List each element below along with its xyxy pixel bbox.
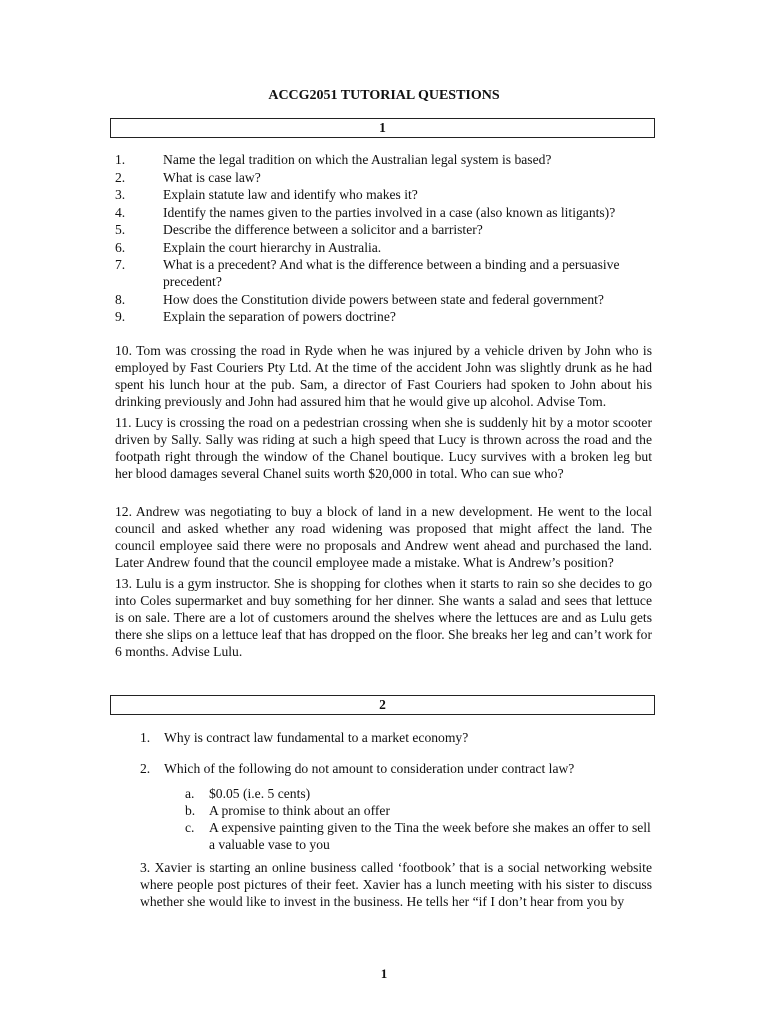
item-number: 2. [115,169,126,185]
item-text: A promise to think about an offer [209,803,390,818]
item-number: 4. [115,204,126,220]
question-11-paragraph: 11. Lucy is crossing the road on a pedestrian crossing when she is suddenly hit by a motor scooter driven by Sally. Sally was riding at such a high speed that Lucy is thrown across the road and the footpath right through the window of the Chanel boutique. Lucy survives with a broken leg but her blood damages several Chanel suits worth $20,000 in total. Who can sue who? [115,415,652,481]
section-1-heading: 1 [110,118,655,138]
item-number: 8. [115,291,126,307]
list-item [115,291,655,308]
item-text: A expensive painting given to the Tina the week before she makes an offer to sell a valuable vase to you [209,820,651,852]
item-number: 2. [140,761,151,776]
question-13-paragraph: 13. Lulu is a gym instructor. She is shopping for clothes when it starts to rain so she decides to go into Coles supermarket and buy something for her dinner. She wants a salad and sees that lettuce is on sale. There are a lot of customers around the shelves where the lettuces are and as Lulu gets there she slips on a lettuce leaf that has dropped on the floor. She breaks her leg and can’t work for 6 months. Advise Lulu. [115,576,652,659]
item-text: What is case law? [163,169,261,185]
list-item [115,186,655,203]
item-number: 1. [140,730,151,745]
list-item [115,308,655,325]
item-text: Identify the names given to the parties involved in a case (also known as litigants)? [163,204,616,220]
item-number: 7. [115,257,126,272]
item-text: How does the Constitution divide powers between state and federal government? [163,291,604,307]
item-text: Explain the court hierarchy in Australia. [163,239,382,255]
question-12-paragraph: 12. Andrew was negotiating to buy a block of land in a new development. He went to the local council and asked whether any road widening was proposed that might affect the land. The council employee said there were no proposals and Andrew went ahead and purchased the land. Later Andrew found that the council employee made a mistake. What is Andrew’s position? [115,504,652,570]
item-text: Why is contract law fundamental to a market economy? [164,730,469,745]
document-title: ACCG2051 TUTORIAL QUESTIONS [268,88,500,103]
section-2-question-1 [140,729,655,746]
list-item [185,819,655,853]
section-2-heading: 2 [110,695,655,715]
item-text: $0.05 (i.e. 5 cents) [209,786,311,801]
list-item [185,785,655,802]
item-number: c. [185,820,195,835]
item-text: Explain the separation of powers doctrine? [163,309,396,324]
item-number: 5. [115,222,126,237]
question-2-options [185,785,655,853]
list-item [115,256,655,290]
section-1-question-list [115,151,655,326]
list-item [115,204,655,221]
item-number: 9. [115,309,126,324]
item-number: 6. [115,239,126,255]
section-2-question-2 [140,760,655,777]
list-item [115,151,655,168]
list-item [115,239,655,256]
item-text: Describe the difference between a solicitor and a barrister? [163,222,483,237]
item-text: Explain statute law and identify who makes it? [163,187,418,202]
list-item [185,802,655,819]
item-text: What is a precedent? And what is the difference between a binding and a persuasive precedent? [163,257,620,289]
item-text: Which of the following do not amount to consideration under contract law? [164,761,575,776]
item-number: 3. [115,187,126,202]
question-10-paragraph: 10. Tom was crossing the road in Ryde when he was injured by a vehicle driven by John who is employed by Fast Couriers Pty Ltd. At the time of the accident John was slightly drunk as he had spent his lunch hour at the pub. Sam, a director of Fast Couriers had spoken to John about his drinking previously and John had assured him that he would give up alcohol. Advise Tom. [115,343,652,409]
item-text: Name the legal tradition on which the Australian legal system is based? [163,152,552,167]
page-number: 1 [380,966,388,981]
item-number: b. [185,803,196,818]
list-item [115,221,655,238]
item-number: a. [185,786,195,801]
item-number: 1. [115,152,126,167]
list-item [115,169,655,186]
section-2-question-3-paragraph: 3. Xavier is starting an online business called ‘footbook’ that is a social networking website where people post pictures of their feet. Xavier has a lunch meeting with his sister to discuss whether she would like to invest in the business. He tells her “if I don’t hear from you by [140,860,652,909]
